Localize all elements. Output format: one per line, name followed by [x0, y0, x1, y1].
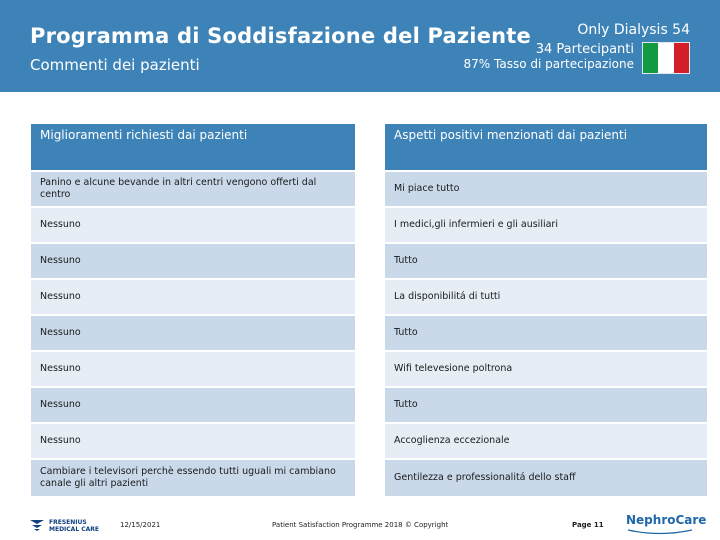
- column-header-positives: Aspetti positivi menzionati dai pazienti: [385, 124, 707, 170]
- footer-date: 12/15/2021: [120, 521, 161, 529]
- improvement-cell: Nessuno: [31, 388, 355, 422]
- participants-count: 34 Partecipanti: [535, 42, 634, 57]
- positive-cell: Tutto: [385, 244, 707, 278]
- table-row: [31, 244, 707, 278]
- fresenius-chevron-icon: [30, 519, 44, 531]
- fresenius-logo-line1: FRESENIUS: [49, 519, 87, 526]
- improvement-cell: Nessuno: [31, 208, 355, 242]
- positive-cell: La disponibilitá di tutti: [385, 280, 707, 314]
- improvement-cell: Nessuno: [31, 316, 355, 350]
- column-header-improvements: Miglioramenti richiesti dai pazienti: [31, 124, 355, 170]
- table-row: [31, 388, 707, 422]
- page-subtitle: Commenti dei pazienti: [30, 56, 200, 74]
- improvement-cell: Panino e alcune bevande in altri centri vengono offerti dal centro: [31, 172, 355, 206]
- page-title: Programma di Soddisfazione del Paziente: [30, 24, 531, 48]
- flag-green-band: [643, 43, 658, 73]
- improvement-cell: Cambiare i televisori perchè essendo tutti uguali mi cambiano canale gli altri pazienti: [31, 460, 355, 496]
- flag-white-band: [658, 43, 673, 73]
- positive-cell: Gentilezza e professionalitá dello staff: [385, 460, 707, 496]
- fresenius-logo-line2: MEDICAL CARE: [49, 526, 100, 533]
- italy-flag-icon: [642, 42, 690, 74]
- header-banner: [0, 0, 720, 92]
- table-row: [31, 460, 707, 496]
- table-row: [31, 352, 707, 386]
- page-number: Page 11: [572, 521, 604, 529]
- fresenius-logo: [30, 519, 100, 537]
- nephrocare-logo: NephroCare: [626, 513, 707, 527]
- nephrocare-swoosh-icon: [627, 529, 693, 535]
- positive-cell: Accoglienza eccezionale: [385, 424, 707, 458]
- positive-cell: Mi piace tutto: [385, 172, 707, 206]
- positive-cell: Tutto: [385, 388, 707, 422]
- fresenius-logo-text: [49, 519, 99, 533]
- clinic-name: Only Dialysis 54: [577, 22, 690, 38]
- improvement-cell: Nessuno: [31, 280, 355, 314]
- table-row: [31, 424, 707, 458]
- comments-table: [31, 124, 707, 498]
- flag-red-band: [674, 43, 689, 73]
- table-header-row: [31, 124, 707, 170]
- positive-cell: Wifi televesione poltrona: [385, 352, 707, 386]
- table-row: [31, 208, 707, 242]
- positive-cell: Tutto: [385, 316, 707, 350]
- table-row: [31, 172, 707, 206]
- improvement-cell: Nessuno: [31, 424, 355, 458]
- positive-cell: I medici,gli infermieri e gli ausiliari: [385, 208, 707, 242]
- improvement-cell: Nessuno: [31, 244, 355, 278]
- table-row: [31, 316, 707, 350]
- improvement-cell: Nessuno: [31, 352, 355, 386]
- participation-rate: 87% Tasso di partecipazione: [463, 57, 634, 71]
- table-row: [31, 280, 707, 314]
- footer-copyright: Patient Satisfaction Programme 2018 © Copyright: [272, 521, 449, 529]
